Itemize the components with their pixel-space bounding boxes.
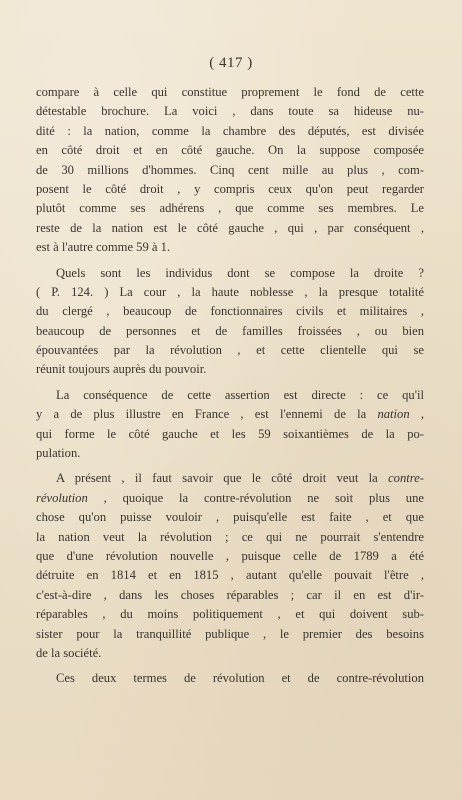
text-line: beaucoup de personnes et de familles froissées , ou bien [36,323,424,338]
text-line: compare à celle qui constitue proprement le fond de cette [36,85,424,99]
text-line: reste de la nation est le côté gauche , qui , par conséquent , [36,220,424,235]
text-line: du clergé , beaucoup de fonctionnaires civils et militaires , [36,304,424,319]
text-line: pulation. [36,446,81,461]
text-segment: quoique la contre-révolution ne soit plus une [122,490,424,505]
text-line-with-italic [36,405,424,424]
text-line: La conséquence de cette assertion est directe : ce qu'il [56,387,424,402]
text-line: épouvantées par la révolution , et cette clientelle qui se [36,343,424,358]
text-line: Ces deux termes de révolution et de contre-révolution [56,671,424,686]
text-line: Quels sont les individus dont se compose la droite ? [56,265,424,280]
text-line: ( P. 124. ) La cour , la haute noblesse , la presque totalité [36,284,424,299]
text-line-with-italic [36,469,424,488]
text-line: en côté droit et en côté gauche. On la suppose composée [36,143,424,158]
text-line: c'est-à-dire , dans les choses réparables ; car il en est d'ir- [36,587,424,602]
body-text [36,83,424,689]
text-line: qui forme le côté gauche et les 59 soixantièmes de la po- [36,426,424,441]
text-line: de 30 millions d'hommes. Cinq cent mille au plus , com- [36,162,424,177]
text-line: sister pour la tranquillité publique , le premier des besoins [36,626,424,641]
text-line: dité : la nation, comme la chambre des députés, est divisée [36,123,424,138]
text-line: posent le côté droit , y compris ceux qu'on peut regarder [36,181,424,196]
italic-word: nation , [377,407,424,422]
text-line: est à l'autre comme 59 à 1. [36,240,171,255]
page-number: ( 417 ) [209,55,253,71]
text-line: la nation veut la révolution ; ce qui ne pourrait s'entendre [36,529,424,544]
text-line: plutôt comme ses adhérens , que comme ses membres. Le [36,201,424,216]
text-line: réparables , du moins politiquement , et qui doivent sub- [36,607,424,622]
text-line: détruite en 1814 et en 1815 , autant qu'elle pouvait l'être , [36,568,424,583]
text-line: de la société. [36,645,102,660]
text-line: détestable brochure. La voici , dans toute sa hideuse nu- [36,104,424,119]
italic-word: révolution , [36,490,107,505]
text-segment: y a de plus illustre en France , est l'ennemi de la [36,407,367,422]
text-segment: A présent , il faut savoir que le côté droit veut la [56,471,378,486]
text-line: que d'une révolution nouvelle , puisque celle de 1789 a été [36,548,424,563]
italic-word: contre- [388,471,424,486]
text-line: réunit toujours auprès du pouvoir. [36,362,207,377]
text-line: chose qu'on puisse vouloir , puisqu'elle est faite , et que [36,510,424,525]
text-line-with-italic [36,489,424,508]
